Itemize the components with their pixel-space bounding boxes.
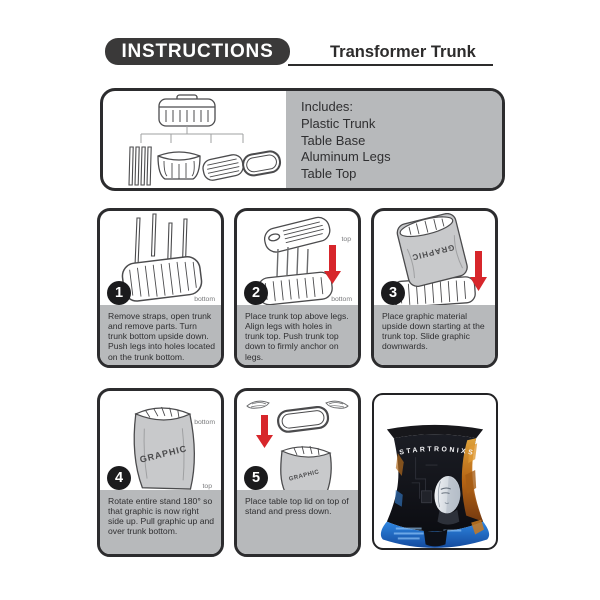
table-top-drawing — [242, 150, 282, 177]
includes-list — [301, 99, 391, 183]
step-instructions: Rotate entire stand 180° so that graphic is now right side up. Pull graphic up and over trunk bottom. — [108, 496, 215, 537]
table-top-lid-drawing — [277, 406, 329, 433]
includes-item: Plastic Trunk — [301, 115, 376, 131]
step-number: 4 — [114, 470, 124, 486]
page-title: Transformer Trunk — [330, 43, 476, 61]
step-box-2 — [234, 208, 361, 368]
step-box-1 — [97, 208, 224, 368]
step-instructions: Place table top lid on top of stand and press down. — [245, 496, 349, 517]
parts-diagram-illustration — [103, 91, 285, 188]
label-bottom: bottom — [331, 296, 352, 303]
trunk-bottom-upside-down-drawing — [121, 255, 203, 302]
includes-item: Table Base — [301, 132, 366, 148]
step-number-badge — [244, 281, 268, 305]
step4-text-panel — [100, 490, 221, 554]
right-hand-drawing — [326, 401, 348, 408]
header-underline — [288, 64, 493, 66]
graphic-sleeve-drawing — [395, 213, 469, 288]
graphic-label: GRAPHIC — [138, 443, 189, 465]
step-number-badge — [244, 466, 268, 490]
brand-text-path: STARTRONIXS — [398, 446, 476, 458]
step1-text-panel — [100, 305, 221, 365]
includes-box — [100, 88, 505, 191]
product-photo-box — [372, 393, 498, 550]
stand-drawing — [281, 446, 331, 492]
step-number-badge — [107, 281, 131, 305]
graphic-label: GRAPHIC — [410, 242, 456, 263]
label-top: top — [341, 236, 351, 243]
down-arrow-icon — [256, 415, 273, 448]
instructions-badge-label: INSTRUCTIONS — [121, 40, 274, 62]
trunk-bottom-drawing — [257, 271, 333, 305]
step-instructions: Place trunk top above legs. Align legs with holes in trunk top. Push trunk top down to firmly anchor on legs. — [245, 311, 349, 362]
trunk-bottom-drawing — [158, 152, 200, 179]
step-number: 2 — [251, 285, 261, 301]
graphic-label: GRAPHIC — [288, 469, 321, 483]
trunk-top-drawing — [262, 215, 332, 254]
includes-item: Aluminum Legs — [301, 149, 391, 165]
includes-heading: Includes: — [301, 99, 354, 114]
stand-with-graphic-drawing — [133, 406, 196, 491]
includes-item: Table Top — [301, 166, 357, 182]
table-base-drawing — [201, 153, 244, 182]
closed-trunk-drawing — [159, 95, 215, 126]
step-box-5 — [234, 388, 361, 557]
step-number: 5 — [251, 470, 261, 486]
step5-text-panel — [237, 490, 358, 554]
step-instructions: Remove straps, open trunk and remove parts. Turn trunk bottom upside down. Push legs into holes located on the trunk bottom. — [108, 311, 216, 362]
label-bottom: bottom — [194, 419, 215, 426]
step-box-4 — [97, 388, 224, 557]
left-hand-drawing — [247, 401, 269, 408]
step-number: 3 — [388, 285, 398, 301]
parts-tree-lines — [141, 126, 243, 143]
product-photo-illustration — [374, 395, 496, 548]
step-number-badge — [107, 466, 131, 490]
step-instructions: Place graphic material upside down starting at the trunk top. Slide graphic downwards. — [382, 311, 485, 352]
label-bottom: bottom — [194, 296, 215, 303]
step3-text-panel — [374, 305, 495, 365]
instructions-badge — [105, 38, 290, 65]
step-number-badge — [381, 281, 405, 305]
legs-drawing — [129, 147, 151, 185]
step2-text-panel — [237, 305, 358, 365]
step-number: 1 — [114, 285, 124, 301]
base-shadow — [424, 530, 448, 547]
label-top: top — [202, 483, 212, 490]
step-box-3 — [371, 208, 498, 368]
